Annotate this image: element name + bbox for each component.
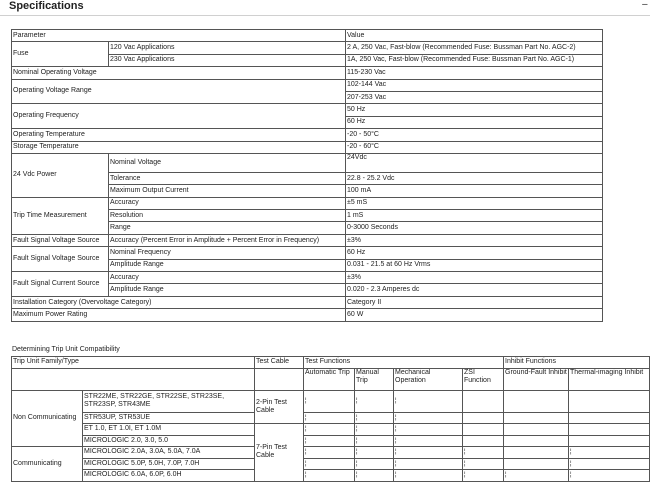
value-cell: 2 A, 250 Vac, Fast-blow (Recommended Fuse: Bussman Part No. AGC-2) xyxy=(346,42,603,54)
tick-cell: ¦ xyxy=(304,412,355,424)
table-row xyxy=(12,435,650,447)
header-cell xyxy=(12,368,255,390)
header-cell: Thermal-imaging Inhibit xyxy=(569,368,650,390)
value-cell: -20 - 50°C xyxy=(346,129,603,141)
table-row xyxy=(12,234,603,246)
cable-cell: 2-Pin Test Cable xyxy=(255,390,304,424)
tick-cell: ¦ xyxy=(304,390,355,412)
empty-cell xyxy=(463,435,504,447)
param-cell: 24 Vdc Power xyxy=(12,153,109,197)
tick-cell: ¦ xyxy=(463,470,504,482)
header-cell: Test Functions xyxy=(304,357,504,369)
empty-cell xyxy=(463,390,504,412)
sub-param-cell: Accuracy xyxy=(109,272,346,284)
sub-param-cell: 230 Vac Applications xyxy=(109,54,346,66)
table-row xyxy=(12,447,650,459)
header-cell: Trip Unit Family/Type xyxy=(12,357,255,369)
table-row xyxy=(12,272,603,284)
tick-cell: ¦ xyxy=(355,458,394,470)
param-cell: Operating Voltage Range xyxy=(12,79,346,104)
param-cell: Fuse xyxy=(12,42,109,67)
sub-param-cell: Nominal Voltage xyxy=(109,153,346,172)
table-row xyxy=(12,30,603,42)
value-cell: 1A, 250 Vac, Fast-blow (Recommended Fuse: Bussman Part No. AGC-1) xyxy=(346,54,603,66)
empty-cell xyxy=(463,412,504,424)
empty-cell xyxy=(569,390,650,412)
header-cell: Manual Trip xyxy=(355,368,394,390)
param-cell: Fault Signal Voltage Source xyxy=(12,247,109,272)
sub-param-cell: Amplitude Range xyxy=(109,284,346,296)
value-cell: 207-253 Vac xyxy=(346,91,603,103)
tick-cell: ¦ xyxy=(394,470,463,482)
type-cell: MICROLOGIC 6.0A, 6.0P, 6.0H xyxy=(83,470,255,482)
tick-cell: ¦ xyxy=(355,390,394,412)
value-cell: 100 mA xyxy=(346,185,603,197)
empty-cell xyxy=(504,412,569,424)
value-cell: 1 mS xyxy=(346,210,603,222)
sub-param-cell: Tolerance xyxy=(109,172,346,184)
value-cell: 22.8 - 25.2 Vdc xyxy=(346,172,603,184)
type-cell: MICROLOGIC 5.0P, 5.0H, 7.0P, 7.0H xyxy=(83,458,255,470)
table-row xyxy=(12,470,650,482)
table-row xyxy=(12,42,603,54)
type-cell: MICROLOGIC 2.0A, 3.0A, 5.0A, 7.0A xyxy=(83,447,255,459)
tick-cell: ¦ xyxy=(394,390,463,412)
sub-param-cell: Nominal Frequency xyxy=(109,247,346,259)
value-cell: 60 Hz xyxy=(346,247,603,259)
empty-cell xyxy=(504,447,569,459)
value-cell: ±3% xyxy=(346,272,603,284)
table-row xyxy=(12,412,650,424)
table-row xyxy=(12,141,603,153)
sub-param-cell: Amplitude Range xyxy=(109,259,346,271)
header-cell: Parameter xyxy=(12,30,346,42)
value-cell: 0-3000 Seconds xyxy=(346,222,603,234)
empty-cell xyxy=(504,435,569,447)
section-title: Specifications xyxy=(9,0,84,12)
type-cell: STR22ME, STR22GE, STR22SE, STR23SE, STR23SP, STR43ME xyxy=(83,390,255,412)
table-row xyxy=(12,357,650,369)
tick-cell: ¦ xyxy=(355,412,394,424)
param-cell: Trip Time Measurement xyxy=(12,197,109,234)
value-cell: 24Vdc xyxy=(346,153,603,172)
value-cell: 0.031 - 21.5 at 60 Hz Vrms xyxy=(346,259,603,271)
section-header[interactable] xyxy=(0,0,650,16)
collapse-icon[interactable]: − xyxy=(641,0,648,11)
tick-cell: ¦ xyxy=(304,424,355,436)
tick-cell: ¦ xyxy=(394,412,463,424)
empty-cell xyxy=(463,424,504,436)
type-cell: STR53UP, STR53UE xyxy=(83,412,255,424)
tick-cell: ¦ xyxy=(463,458,504,470)
header-cell: Ground-Fault Inhibit xyxy=(504,368,569,390)
param-cell: Operating Temperature xyxy=(12,129,346,141)
tick-cell: ¦ xyxy=(355,470,394,482)
type-cell: ET 1.0, ET 1.0I, ET 1.0M xyxy=(83,424,255,436)
param-cell: Maximum Power Rating xyxy=(12,309,346,321)
tick-cell: ¦ xyxy=(394,458,463,470)
tick-cell: ¦ xyxy=(355,435,394,447)
tick-cell: ¦ xyxy=(304,435,355,447)
table-row xyxy=(12,390,650,412)
table-row xyxy=(12,458,650,470)
table-row xyxy=(12,153,603,172)
sub-param-cell: 120 Vac Applications xyxy=(109,42,346,54)
table-row xyxy=(12,67,603,79)
value-cell: 102-144 Vac xyxy=(346,79,603,91)
sub-param-cell: Accuracy xyxy=(109,197,346,209)
tick-cell: ¦ xyxy=(394,435,463,447)
tick-cell: ¦ xyxy=(394,447,463,459)
sub-param-cell: Range xyxy=(109,222,346,234)
empty-cell xyxy=(504,390,569,412)
sub-param-cell: Resolution xyxy=(109,210,346,222)
header-cell: Mechanical Operation xyxy=(394,368,463,390)
table-row xyxy=(12,79,603,91)
tick-cell: ¦ xyxy=(355,424,394,436)
empty-cell xyxy=(504,458,569,470)
tick-cell: ¦ xyxy=(355,447,394,459)
table-row xyxy=(12,368,650,390)
specifications-table xyxy=(11,29,603,322)
table-row xyxy=(12,247,603,259)
value-cell: ±3% xyxy=(346,234,603,246)
value-cell: ±5 mS xyxy=(346,197,603,209)
tick-cell: ¦ xyxy=(304,458,355,470)
param-cell: Fault Signal Voltage Source xyxy=(12,234,109,246)
trip-table-caption: Determining Trip Unit Compatibility xyxy=(12,346,120,353)
value-cell: Category II xyxy=(346,296,603,308)
family-cell: Non Communicating xyxy=(12,390,83,447)
header-cell: ZSI Function xyxy=(463,368,504,390)
tick-cell: ¦ xyxy=(569,447,650,459)
tick-cell: ¦ xyxy=(569,458,650,470)
header-cell: Inhibit Functions xyxy=(504,357,650,369)
header-cell: Test Cable xyxy=(255,357,304,369)
table-row xyxy=(12,104,603,116)
param-cell: Installation Category (Overvoltage Category) xyxy=(12,296,346,308)
value-cell: 50 Hz xyxy=(346,104,603,116)
value-cell: 0.020 - 2.3 Amperes dc xyxy=(346,284,603,296)
table-row xyxy=(12,309,603,321)
tick-cell: ¦ xyxy=(394,424,463,436)
tick-cell: ¦ xyxy=(463,447,504,459)
cable-cell: 7-Pin Test Cable xyxy=(255,424,304,482)
header-cell: Automatic Trip xyxy=(304,368,355,390)
empty-cell xyxy=(569,424,650,436)
table-row xyxy=(12,129,603,141)
param-cell: Fault Signal Current Source xyxy=(12,272,109,297)
table-row xyxy=(12,424,650,436)
value-cell: 60 Hz xyxy=(346,116,603,128)
trip-unit-compatibility-table xyxy=(11,356,650,482)
tick-cell: ¦ xyxy=(504,470,569,482)
tick-cell: ¦ xyxy=(304,447,355,459)
value-cell: 60 W xyxy=(346,309,603,321)
empty-cell xyxy=(569,412,650,424)
empty-cell xyxy=(504,424,569,436)
sub-param-cell: Maximum Output Current xyxy=(109,185,346,197)
value-cell: -20 - 60°C xyxy=(346,141,603,153)
table-row xyxy=(12,197,603,209)
type-cell: MICROLOGIC 2.0, 3.0, 5.0 xyxy=(83,435,255,447)
tick-cell: ¦ xyxy=(569,470,650,482)
sub-param-cell: Accuracy (Percent Error in Amplitude + Percent Error in Frequency) xyxy=(109,234,346,246)
family-cell: Communicating xyxy=(12,447,83,482)
param-cell: Operating Frequency xyxy=(12,104,346,129)
table-row xyxy=(12,296,603,308)
param-cell: Nominal Operating Voltage xyxy=(12,67,346,79)
value-cell: 115-230 Vac xyxy=(346,67,603,79)
empty-cell xyxy=(569,435,650,447)
header-cell: Value xyxy=(346,30,603,42)
param-cell: Storage Temperature xyxy=(12,141,346,153)
header-cell xyxy=(255,368,304,390)
tick-cell: ¦ xyxy=(304,470,355,482)
